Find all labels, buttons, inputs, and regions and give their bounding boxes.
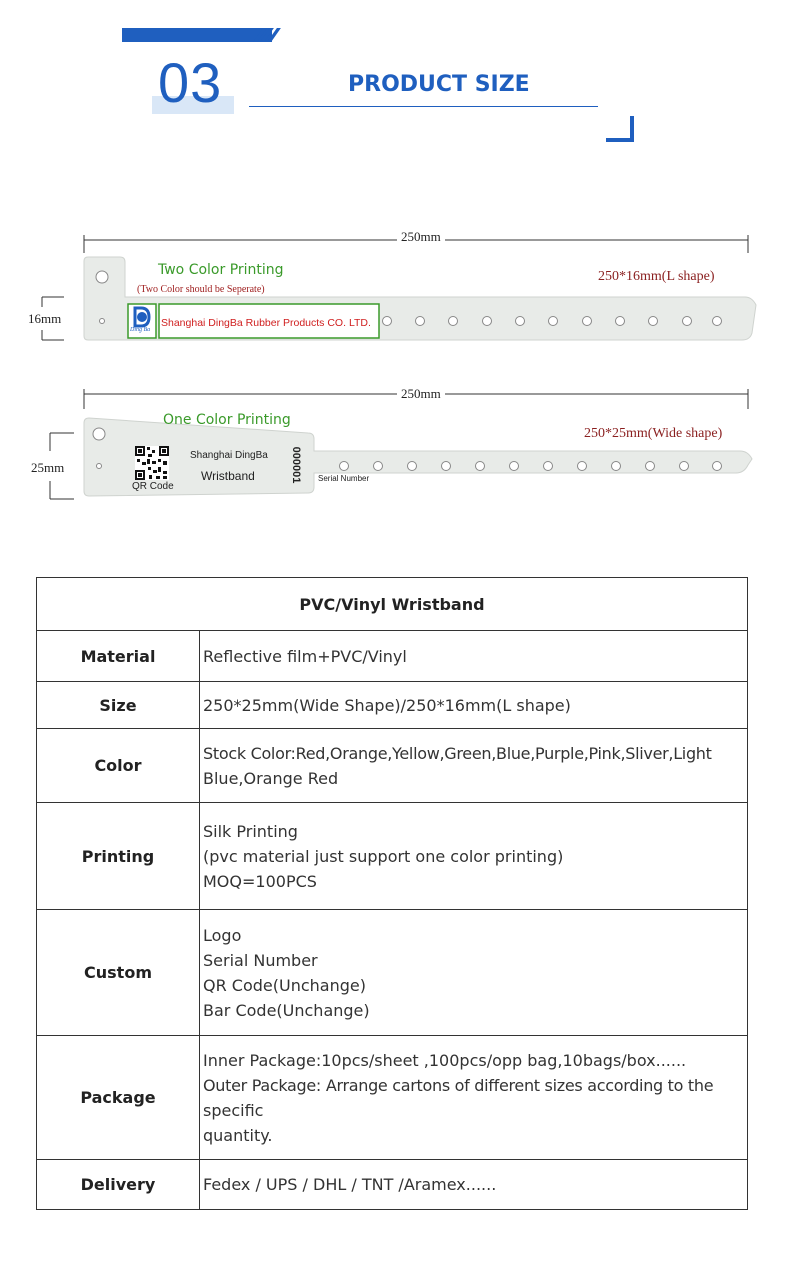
value-line: Inner Package:10pcs/sheet ,100pcs/opp bag,10bags/box...... — [203, 1050, 687, 1070]
table-row — [37, 729, 748, 803]
row-label: Custom — [37, 910, 200, 1036]
value-line: (pvc material just support one color printing) — [203, 846, 564, 866]
band2-qr-label: QR Code — [132, 481, 174, 492]
value-line: MOQ=100PCS — [203, 871, 317, 891]
table-title: PVC/Vinyl Wristband — [37, 578, 748, 631]
corner-decoration — [606, 138, 634, 142]
row-label: Color — [37, 729, 200, 803]
section-title: PRODUCT SIZE — [348, 72, 530, 97]
row-value — [200, 803, 748, 910]
band1-title: Two Color Printing — [158, 262, 284, 278]
row-label: Material — [37, 631, 200, 682]
row-value — [200, 631, 748, 682]
table-row — [37, 910, 748, 1036]
band1-logo-text: Ding Ba — [130, 327, 151, 333]
table-row — [37, 1160, 748, 1210]
band2-product: Wristband — [201, 469, 255, 483]
band1-company: Shanghai DingBa Rubber Products CO. LTD. — [161, 317, 371, 329]
section-number: 03 — [158, 51, 223, 114]
row-value — [200, 729, 748, 803]
value-line: Logo — [203, 925, 242, 945]
value-line: Reflective film+PVC/Vinyl — [203, 646, 407, 666]
value-line: Outer Package: Arrange cartons of different sizes according to the — [203, 1075, 714, 1095]
table-row — [37, 1036, 748, 1160]
band1-note: (Two Color should be Seperate) — [137, 284, 265, 295]
table-row — [37, 631, 748, 682]
band2-serial-label: Serial Number — [318, 474, 370, 483]
row-label: Package — [37, 1036, 200, 1160]
table-row — [37, 803, 748, 910]
band2-diagram — [0, 383, 790, 508]
row-label: Delivery — [37, 1160, 200, 1210]
row-value — [200, 682, 748, 729]
band1-length-label: 250mm — [397, 229, 445, 245]
value-line: Serial Number — [203, 950, 318, 970]
band2-size: 250*25mm(Wide shape) — [584, 426, 723, 441]
band1-height-label: 16mm — [24, 311, 65, 327]
spec-table — [36, 577, 748, 1210]
band2-height-label: 25mm — [27, 460, 68, 476]
value-line: Stock Color:Red,Orange,Yellow,Green,Blue,Purple,Pink,Sliver,Light — [203, 743, 712, 763]
value-line: specific — [203, 1100, 264, 1120]
value-line: quantity. — [203, 1125, 273, 1145]
band2-length-label: 250mm — [397, 386, 445, 402]
band2-company: Shanghai DingBa — [190, 450, 268, 461]
table-header-row — [37, 578, 748, 631]
value-line: QR Code(Unchange) — [203, 975, 366, 995]
value-line: Blue,Orange Red — [203, 768, 339, 788]
row-label: Size — [37, 682, 200, 729]
row-value — [200, 910, 748, 1036]
row-value — [200, 1160, 748, 1210]
title-underline — [249, 106, 598, 107]
value-line: Fedex / UPS / DHL / TNT /Aramex...... — [203, 1175, 497, 1194]
value-line: 250*25mm(Wide Shape)/250*16mm(L shape) — [203, 695, 571, 715]
value-line: Silk Printing — [203, 821, 298, 841]
table-row — [37, 682, 748, 729]
band2-serial: 000001 — [290, 446, 302, 484]
band1-diagram — [0, 225, 790, 355]
row-label: Printing — [37, 803, 200, 910]
band2-title: One Color Printing — [163, 412, 291, 428]
header-accent-bar — [122, 28, 272, 42]
row-value — [200, 1036, 748, 1160]
value-line: Bar Code(Unchange) — [203, 1000, 370, 1020]
band1-size: 250*16mm(L shape) — [598, 269, 715, 284]
